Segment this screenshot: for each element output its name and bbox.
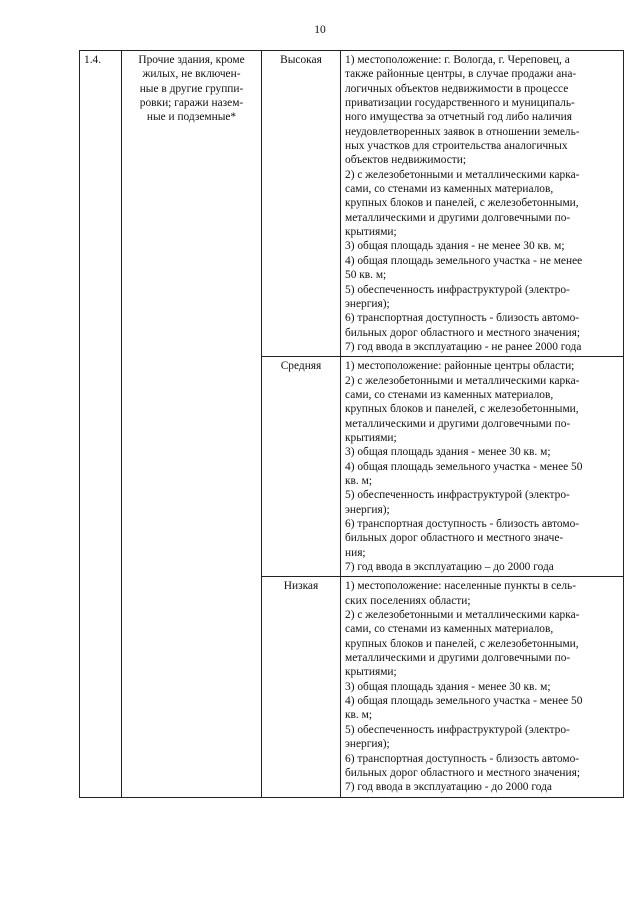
description-line: 3) общая площадь здания - менее 30 кв. м; [345, 446, 551, 459]
description-line: крупных блоков и панелей, с железобетонными, [345, 197, 579, 210]
description-line: неудовлетворенных заявок в отношении земель- [345, 125, 580, 138]
description-line: кв. м; [345, 709, 372, 722]
category-line: Прочие здания, кроме [138, 54, 245, 66]
level-description-medium [341, 357, 624, 577]
description-line: энергия); [345, 738, 390, 751]
description-line: 4) общая площадь земельного участка - не менее [345, 254, 583, 267]
description-line: 3) общая площадь здания - не менее 30 кв. м; [345, 240, 565, 253]
description-line: 4) общая площадь земельного участка - менее 50 [345, 460, 583, 473]
description-line: 5) обеспеченность инфраструктурой (электро- [345, 723, 570, 736]
description-line: 7) год ввода в эксплуатацию - не ранее 2000 года [345, 340, 582, 353]
description-line: крытиями; [345, 431, 397, 444]
description-line: 5) обеспеченность инфраструктурой (электро- [345, 489, 570, 502]
description-line: ных участков для строительства аналогичных [345, 140, 568, 153]
description-line: 1) местоположение: населенные пункты в сель- [345, 580, 577, 593]
description-line: 6) транспортная доступность - близость автомо- [345, 312, 580, 325]
description-line: 3) общая площадь здания - менее 30 кв. м; [345, 680, 551, 693]
description-line: 5) обеспеченность инфраструктурой (электро- [345, 283, 570, 296]
description-line: энергия); [345, 503, 390, 516]
level-name-high: Высокая [262, 51, 341, 357]
page-number: 10 [314, 24, 326, 36]
description-line: металлическими и другими долговечными по- [345, 652, 571, 665]
description-line: крупных блоков и панелей, с железобетонными, [345, 403, 579, 416]
description-line: 6) транспортная доступность - близость автомо- [345, 752, 580, 765]
description-line: 6) транспортная доступность - близость автомо- [345, 518, 580, 530]
level-name-low: Низкая [262, 577, 341, 797]
description-line: 7) год ввода в эксплуатацию – до 2000 года [345, 561, 554, 574]
description-line: 50 кв. м; [345, 269, 387, 282]
category-line: ные и подземные* [146, 111, 237, 124]
description-line: сами, со стенами из каменных материалов, [345, 623, 554, 636]
description-line: металлическими и другими долговечными по- [345, 211, 571, 224]
description-line: ских поселениях области; [345, 594, 471, 607]
row-number: 1.4. [80, 51, 122, 798]
description-line: бильных дорог областного и местного значения; [345, 326, 580, 339]
description-line: 4) общая площадь земельного участка - менее 50 [345, 695, 583, 708]
level-description-high [341, 51, 624, 357]
description-line: ного имущества за отчетный год либо наличия [345, 111, 572, 124]
description-line: кв. м; [345, 474, 372, 487]
description-line: крытиями; [345, 226, 397, 239]
classification-table [79, 50, 624, 798]
description-line: 2) с железобетонными и металлическими карка- [345, 374, 580, 387]
description-line: 1) местоположение: районные центры области; [345, 360, 575, 373]
description-line: 2) с железобетонными и металлическими карка- [345, 168, 580, 181]
description-line: сами, со стенами из каменных материалов, [345, 388, 554, 401]
description-line: объектов недвижимости; [345, 154, 467, 167]
description-line: сами, со стенами из каменных материалов, [345, 183, 554, 196]
category-line: ровки; гаражи назем- [139, 97, 244, 110]
description-line: металлическими и другими долговечными по- [345, 417, 571, 430]
table-row-level-high [80, 51, 624, 357]
description-line: 2) с железобетонными и металлическими карка- [345, 609, 580, 622]
description-line: ния; [345, 546, 366, 559]
category-name [122, 51, 262, 798]
description-line: крупных блоков и панелей, с железобетонными, [345, 637, 579, 650]
description-line: бильных дорог областного и местного значения; [345, 766, 580, 779]
description-line: приватизации государственного и муниципаль- [345, 97, 575, 110]
description-line: крытиями; [345, 666, 397, 679]
description-line: 1) местоположение: г. Вологда, г. Череповец, а [345, 54, 570, 66]
category-line: жилых, не включен- [142, 68, 241, 81]
level-name-medium: Средняя [262, 357, 341, 577]
level-description-low [341, 577, 624, 797]
description-line: 7) год ввода в эксплуатацию - до 2000 года [345, 781, 552, 794]
description-line: также районные центры, в случае продажи ана- [345, 68, 577, 81]
category-line: ные в другие группи- [139, 82, 244, 95]
description-line: бильных дорог областного и местного значе- [345, 532, 564, 545]
description-line: логичных объектов недвижимости в процессе [345, 82, 569, 95]
description-line: энергия); [345, 297, 390, 310]
